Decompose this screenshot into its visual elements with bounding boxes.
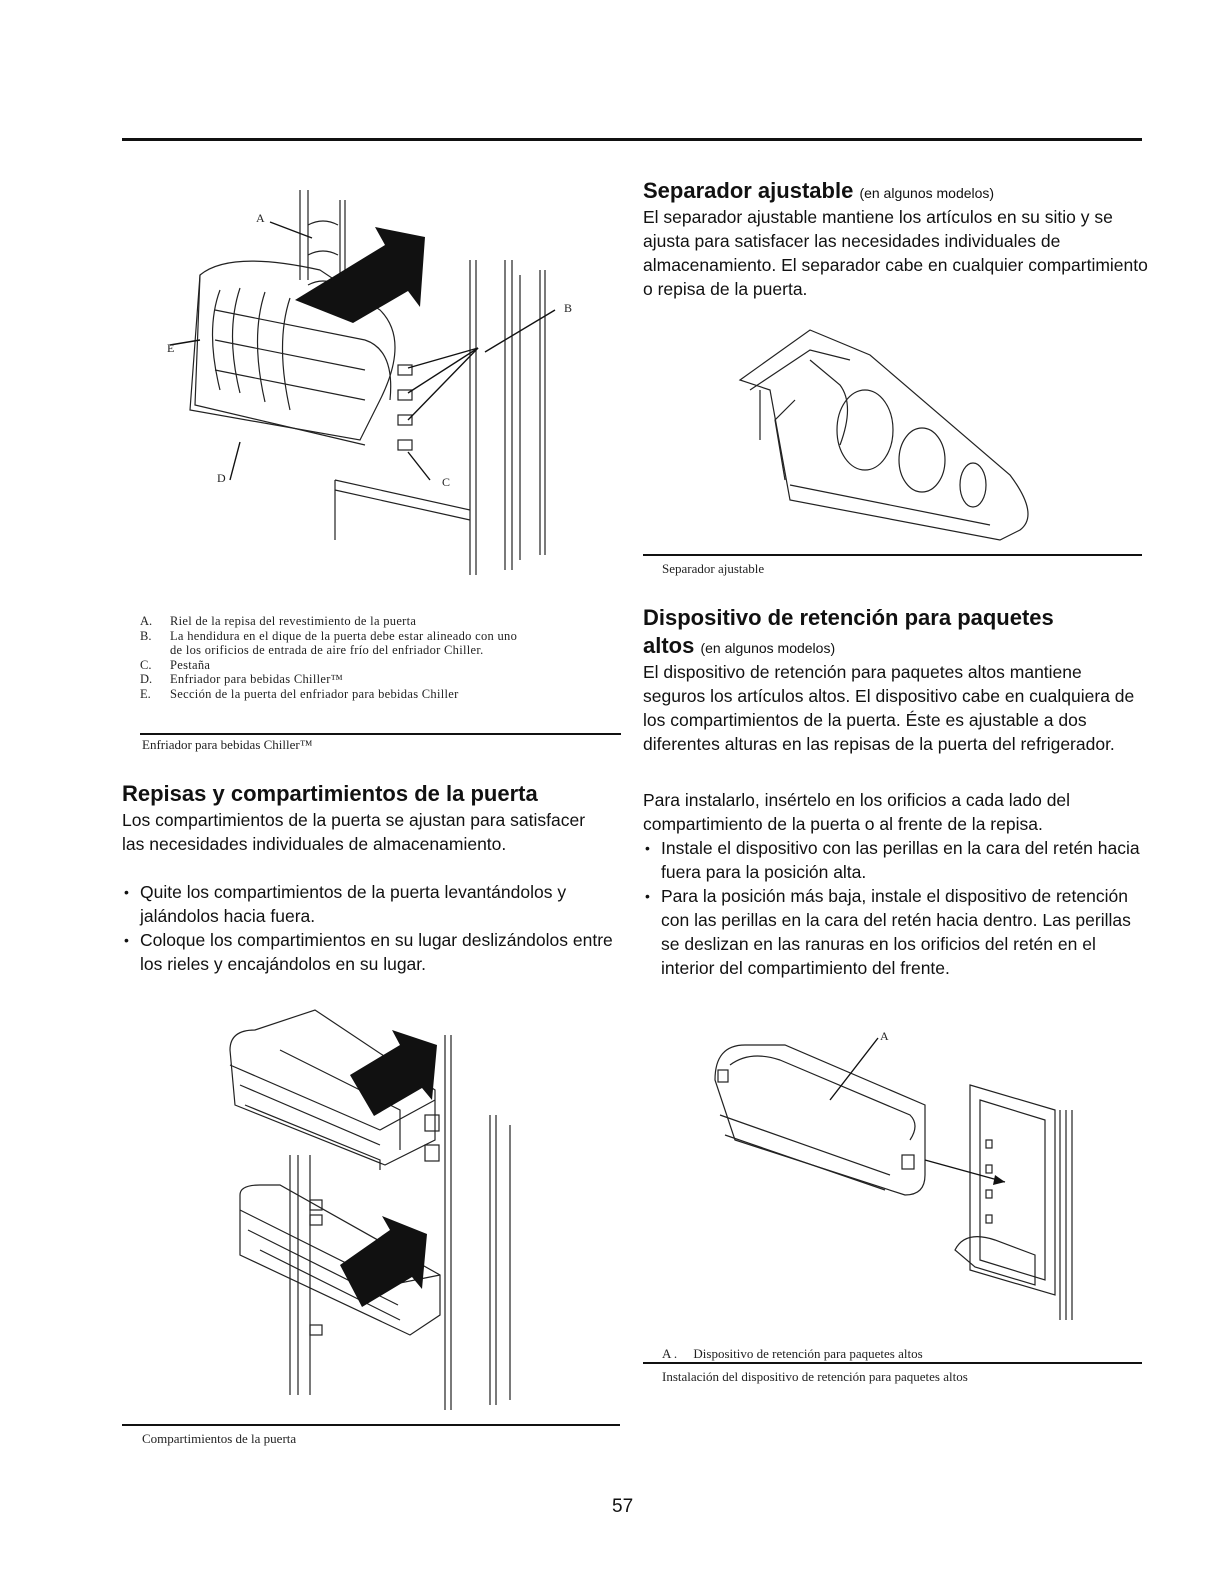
chiller-illustration — [140, 180, 610, 600]
separator-body: El separador ajustable mantiene los artículos en su sitio y se ajusta para satisfacer las necesidades individuales de almacenamiento. El separador cabe en cualquier compartimiento o repisa de la puerta. — [643, 207, 1148, 299]
legend-item: A. Riel de la repisa del revestimiento de la puerta — [140, 614, 417, 628]
list-item: • Quite los compartimientos de la puerta levantándolos y jalándolos hacia fuera. — [122, 880, 622, 928]
chiller-caption-rule — [140, 733, 621, 735]
legend-item: C. Pestaña — [140, 657, 211, 672]
chiller-label-d: D — [217, 471, 226, 485]
door-shelves-bullets — [122, 880, 622, 976]
legend-item: de los orificios de entrada de aire frío del enfriador Chiller. — [170, 643, 484, 657]
legend-item: D. Enfriador para bebidas Chiller™ — [140, 672, 344, 686]
chiller-legend — [140, 614, 610, 701]
page-number: 57 — [612, 1496, 634, 1517]
retainer-legend-text: Dispositivo de retención para paquetes altos — [693, 1346, 923, 1361]
chiller-label-c: C — [442, 475, 451, 489]
retainer-caption-rule — [643, 1362, 1142, 1364]
retainer-title-line2: altos — [643, 633, 695, 658]
list-item: • Instale el dispositivo con las perillas en la cara del retén hacia fuera para la posición alta. — [643, 836, 1143, 884]
door-bins-illustration — [220, 995, 520, 1415]
legend-item: B. La hendidura en el dique de la puerta debe estar alineado con uno — [140, 628, 518, 643]
door-bins-caption-rule — [122, 1424, 620, 1426]
separator-note: (en algunos modelos) — [859, 185, 995, 201]
legend-item: E. Sección de la puerta del enfriador para bebidas Chiller — [140, 686, 459, 701]
retainer-note: (en algunos modelos) — [700, 640, 836, 656]
header-rule — [122, 138, 1142, 141]
chiller-label-b: B — [564, 301, 573, 315]
separator-caption-rule — [643, 554, 1142, 556]
retainer-heading — [643, 604, 1163, 662]
retainer-illustration — [700, 1020, 1080, 1330]
separator-caption: Separador ajustable — [662, 561, 765, 576]
retainer-label-a: A — [880, 1029, 889, 1043]
retainer-body: El dispositivo de retención para paquetes altos mantiene seguros los artículos altos. El dispositivo cabe en cualquiera de los compartimientos de la puerta. Éste es ajustable a dos diferentes alturas en las repisas de la puerta del refrigerador. — [643, 662, 1135, 754]
retainer-legend — [662, 1346, 923, 1362]
separator-heading — [643, 177, 1143, 207]
retainer-title-line1: Dispositivo de retención para paquetes — [643, 605, 1054, 630]
separator-title: Separador ajustable — [643, 178, 854, 203]
retainer-install: Para instalarlo, insértelo en los orificios a cada lado del compartimiento de la puerta o al frente de la repisa. — [643, 790, 1071, 834]
chiller-label-e: E — [167, 341, 175, 355]
separator-illustration — [730, 320, 1050, 545]
door-shelves-heading: Repisas y compartimientos de la puerta — [122, 781, 538, 806]
retainer-legend-key: A . — [662, 1346, 678, 1361]
list-item: • Para la posición más baja, instale el dispositivo de retención con las perillas en la cara del retén hacia dentro. Las perillas se deslizan en las ranuras en los orificios del retén en el interior del compartimiento del frente. — [643, 884, 1143, 980]
chiller-label-a: A — [256, 211, 265, 225]
door-shelves-intro: Los compartimientos de la puerta se ajustan para satisfacer las necesidades individuales de almacenamiento. — [122, 810, 586, 854]
list-item: • Coloque los compartimientos en su lugar deslizándolos entre los rieles y encajándolos en su lugar. — [122, 928, 622, 976]
door-bins-caption: Compartimientos de la puerta — [142, 1431, 297, 1446]
chiller-caption: Enfriador para bebidas Chiller™ — [142, 737, 313, 752]
retainer-bullets — [643, 836, 1143, 980]
retainer-caption: Instalación del dispositivo de retención para paquetes altos — [662, 1369, 968, 1384]
